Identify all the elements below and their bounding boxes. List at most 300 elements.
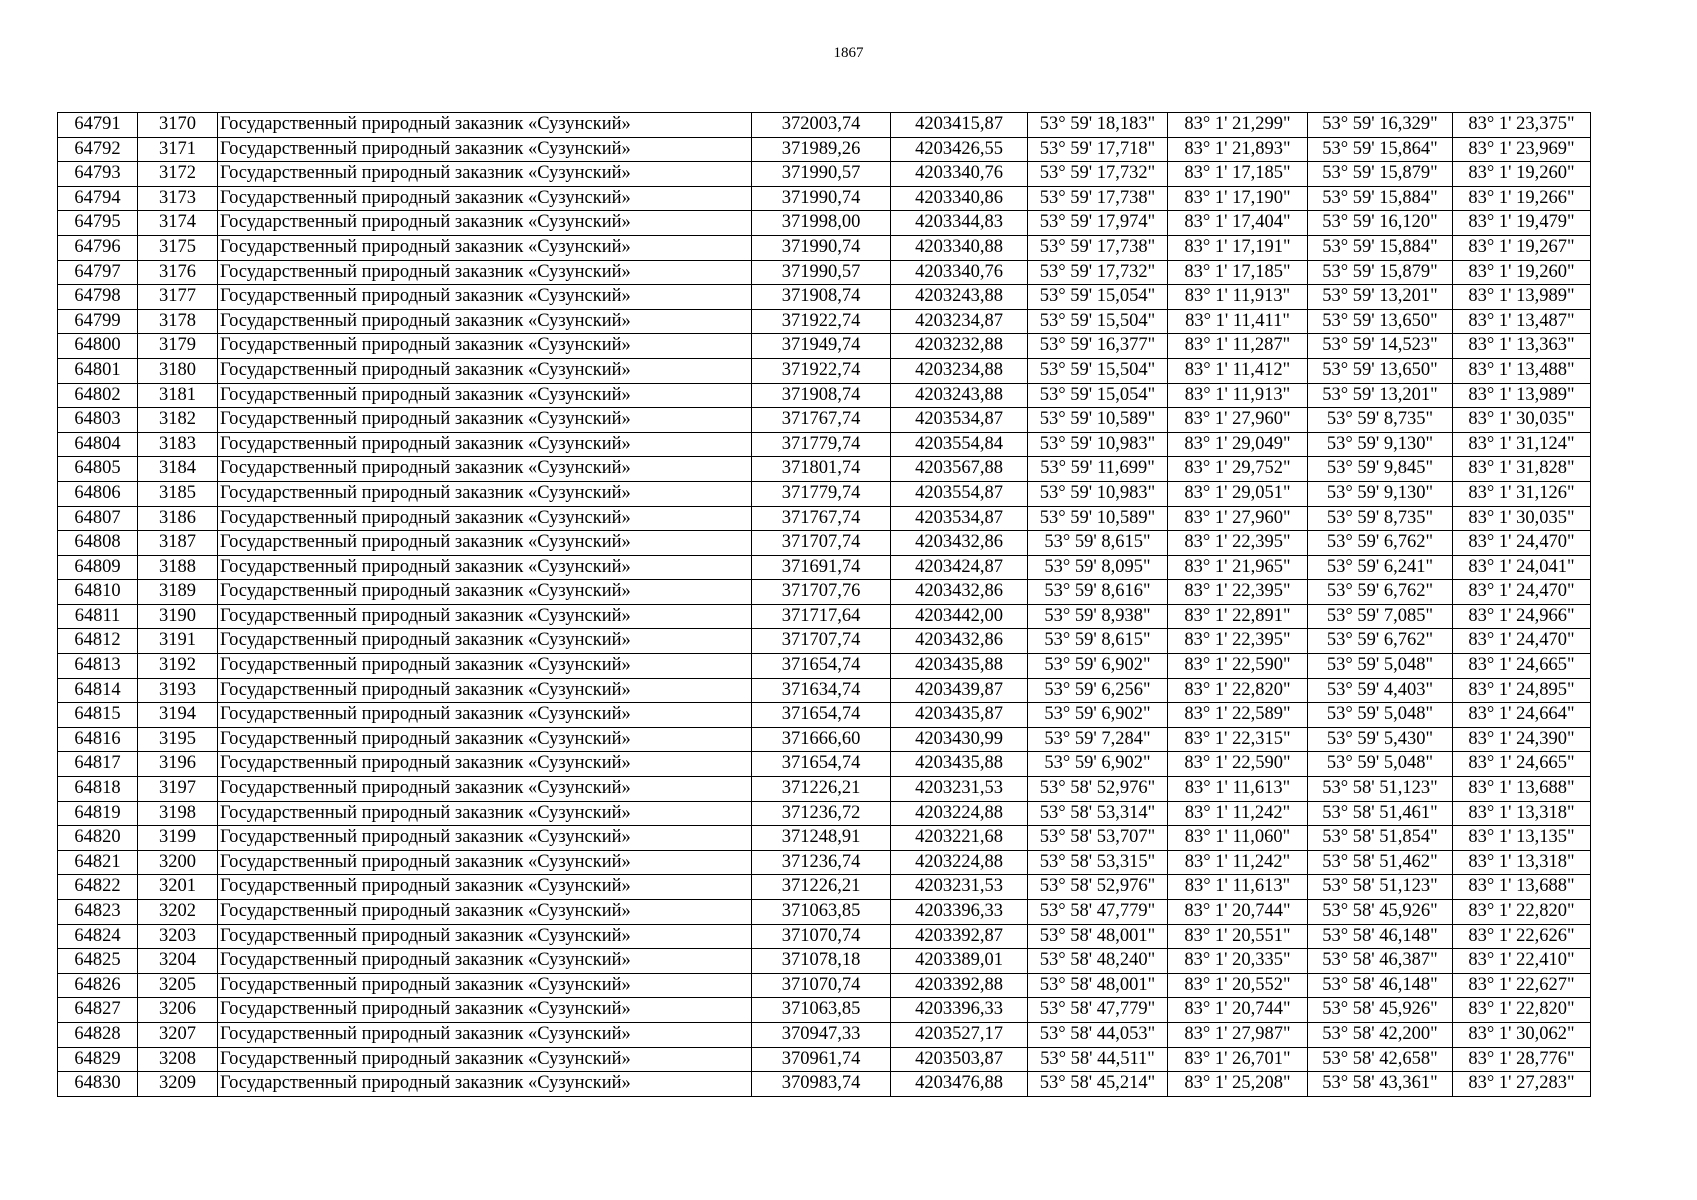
y-coordinate-cell: 4203231,53 xyxy=(891,777,1028,802)
latitude-2-cell: 53° 59' 9,845" xyxy=(1308,457,1453,482)
y-coordinate-cell: 4203442,00 xyxy=(891,604,1028,629)
row-id-cell: 64824 xyxy=(58,924,138,949)
y-coordinate-cell: 4203432,86 xyxy=(891,531,1028,556)
name-cell: Государственный природный заказник «Сузунский» xyxy=(218,186,752,211)
table-row xyxy=(58,1047,1591,1072)
latitude-2-cell: 53° 58' 42,200" xyxy=(1308,1022,1453,1047)
point-number-cell: 3179 xyxy=(138,334,218,359)
point-number-cell: 3171 xyxy=(138,137,218,162)
name-cell: Государственный природный заказник «Сузунский» xyxy=(218,998,752,1023)
longitude-1-cell: 83° 1' 17,404" xyxy=(1168,211,1308,236)
longitude-2-cell: 83° 1' 19,260" xyxy=(1453,162,1591,187)
x-coordinate-cell: 370983,74 xyxy=(752,1072,891,1097)
row-id-cell: 64812 xyxy=(58,629,138,654)
point-number-cell: 3203 xyxy=(138,924,218,949)
latitude-2-cell: 53° 59' 15,884" xyxy=(1308,235,1453,260)
latitude-2-cell: 53° 59' 8,735" xyxy=(1308,408,1453,433)
y-coordinate-cell: 4203396,33 xyxy=(891,998,1028,1023)
point-number-cell: 3202 xyxy=(138,900,218,925)
x-coordinate-cell: 371779,74 xyxy=(752,432,891,457)
table-row xyxy=(58,949,1591,974)
latitude-1-cell: 53° 59' 8,615" xyxy=(1028,629,1168,654)
point-number-cell: 3207 xyxy=(138,1022,218,1047)
table-row xyxy=(58,260,1591,285)
x-coordinate-cell: 370961,74 xyxy=(752,1047,891,1072)
longitude-1-cell: 83° 1' 27,960" xyxy=(1168,408,1308,433)
table-row xyxy=(58,826,1591,851)
x-coordinate-cell: 371236,74 xyxy=(752,850,891,875)
latitude-2-cell: 53° 59' 16,329" xyxy=(1308,113,1453,138)
y-coordinate-cell: 4203554,84 xyxy=(891,432,1028,457)
table-row xyxy=(58,162,1591,187)
table-row xyxy=(58,285,1591,310)
x-coordinate-cell: 371949,74 xyxy=(752,334,891,359)
y-coordinate-cell: 4203392,88 xyxy=(891,973,1028,998)
x-coordinate-cell: 371990,57 xyxy=(752,260,891,285)
name-cell: Государственный природный заказник «Сузунский» xyxy=(218,137,752,162)
longitude-2-cell: 83° 1' 24,665" xyxy=(1453,752,1591,777)
latitude-2-cell: 53° 59' 15,864" xyxy=(1308,137,1453,162)
table-row xyxy=(58,506,1591,531)
latitude-1-cell: 53° 58' 44,053" xyxy=(1028,1022,1168,1047)
y-coordinate-cell: 4203340,76 xyxy=(891,260,1028,285)
longitude-1-cell: 83° 1' 22,820" xyxy=(1168,678,1308,703)
row-id-cell: 64813 xyxy=(58,654,138,679)
x-coordinate-cell: 371078,18 xyxy=(752,949,891,974)
longitude-2-cell: 83° 1' 19,266" xyxy=(1453,186,1591,211)
x-coordinate-cell: 371707,76 xyxy=(752,580,891,605)
longitude-1-cell: 83° 1' 17,191" xyxy=(1168,235,1308,260)
name-cell: Государственный природный заказник «Сузунский» xyxy=(218,949,752,974)
table-row xyxy=(58,801,1591,826)
latitude-2-cell: 53° 59' 13,650" xyxy=(1308,358,1453,383)
latitude-2-cell: 53° 58' 51,462" xyxy=(1308,850,1453,875)
name-cell: Государственный природный заказник «Сузунский» xyxy=(218,703,752,728)
latitude-2-cell: 53° 59' 9,130" xyxy=(1308,481,1453,506)
row-id-cell: 64823 xyxy=(58,900,138,925)
point-number-cell: 3187 xyxy=(138,531,218,556)
row-id-cell: 64795 xyxy=(58,211,138,236)
latitude-2-cell: 53° 58' 51,854" xyxy=(1308,826,1453,851)
table-row xyxy=(58,1072,1591,1097)
name-cell: Государственный природный заказник «Сузунский» xyxy=(218,285,752,310)
x-coordinate-cell: 371922,74 xyxy=(752,358,891,383)
y-coordinate-cell: 4203389,01 xyxy=(891,949,1028,974)
latitude-2-cell: 53° 58' 51,123" xyxy=(1308,777,1453,802)
latitude-1-cell: 53° 59' 15,054" xyxy=(1028,285,1168,310)
longitude-1-cell: 83° 1' 27,987" xyxy=(1168,1022,1308,1047)
latitude-1-cell: 53° 59' 6,902" xyxy=(1028,752,1168,777)
longitude-1-cell: 83° 1' 11,242" xyxy=(1168,801,1308,826)
x-coordinate-cell: 371908,74 xyxy=(752,285,891,310)
latitude-1-cell: 53° 59' 10,983" xyxy=(1028,432,1168,457)
table-row xyxy=(58,850,1591,875)
y-coordinate-cell: 4203224,88 xyxy=(891,801,1028,826)
y-coordinate-cell: 4203221,68 xyxy=(891,826,1028,851)
latitude-2-cell: 53° 59' 7,085" xyxy=(1308,604,1453,629)
longitude-2-cell: 83° 1' 31,126" xyxy=(1453,481,1591,506)
point-number-cell: 3175 xyxy=(138,235,218,260)
row-id-cell: 64830 xyxy=(58,1072,138,1097)
longitude-1-cell: 83° 1' 11,913" xyxy=(1168,383,1308,408)
point-number-cell: 3182 xyxy=(138,408,218,433)
name-cell: Государственный природный заказник «Сузунский» xyxy=(218,850,752,875)
name-cell: Государственный природный заказник «Сузунский» xyxy=(218,162,752,187)
point-number-cell: 3172 xyxy=(138,162,218,187)
y-coordinate-cell: 4203424,87 xyxy=(891,555,1028,580)
latitude-1-cell: 53° 59' 7,284" xyxy=(1028,727,1168,752)
point-number-cell: 3196 xyxy=(138,752,218,777)
table-row xyxy=(58,211,1591,236)
point-number-cell: 3195 xyxy=(138,727,218,752)
name-cell: Государственный природный заказник «Сузунский» xyxy=(218,481,752,506)
longitude-1-cell: 83° 1' 17,185" xyxy=(1168,260,1308,285)
table-row xyxy=(58,973,1591,998)
latitude-2-cell: 53° 58' 42,658" xyxy=(1308,1047,1453,1072)
x-coordinate-cell: 371654,74 xyxy=(752,752,891,777)
latitude-1-cell: 53° 59' 17,732" xyxy=(1028,260,1168,285)
table-row xyxy=(58,580,1591,605)
name-cell: Государственный природный заказник «Сузунский» xyxy=(218,752,752,777)
latitude-2-cell: 53° 59' 6,762" xyxy=(1308,580,1453,605)
latitude-1-cell: 53° 59' 11,699" xyxy=(1028,457,1168,482)
latitude-2-cell: 53° 59' 15,879" xyxy=(1308,260,1453,285)
point-number-cell: 3208 xyxy=(138,1047,218,1072)
name-cell: Государственный природный заказник «Сузунский» xyxy=(218,580,752,605)
table-row xyxy=(58,703,1591,728)
longitude-2-cell: 83° 1' 22,626" xyxy=(1453,924,1591,949)
x-coordinate-cell: 371226,21 xyxy=(752,875,891,900)
longitude-1-cell: 83° 1' 11,242" xyxy=(1168,850,1308,875)
table-row xyxy=(58,555,1591,580)
name-cell: Государственный природный заказник «Сузунский» xyxy=(218,531,752,556)
y-coordinate-cell: 4203432,86 xyxy=(891,580,1028,605)
point-number-cell: 3176 xyxy=(138,260,218,285)
latitude-2-cell: 53° 59' 13,201" xyxy=(1308,383,1453,408)
row-id-cell: 64801 xyxy=(58,358,138,383)
table-body xyxy=(58,113,1591,1097)
longitude-2-cell: 83° 1' 24,470" xyxy=(1453,531,1591,556)
point-number-cell: 3209 xyxy=(138,1072,218,1097)
latitude-1-cell: 53° 59' 17,974" xyxy=(1028,211,1168,236)
y-coordinate-cell: 4203435,87 xyxy=(891,703,1028,728)
x-coordinate-cell: 371070,74 xyxy=(752,924,891,949)
x-coordinate-cell: 371990,74 xyxy=(752,186,891,211)
longitude-2-cell: 83° 1' 13,688" xyxy=(1453,875,1591,900)
longitude-2-cell: 83° 1' 22,820" xyxy=(1453,900,1591,925)
y-coordinate-cell: 4203340,88 xyxy=(891,235,1028,260)
longitude-1-cell: 83° 1' 21,893" xyxy=(1168,137,1308,162)
latitude-1-cell: 53° 59' 15,504" xyxy=(1028,358,1168,383)
point-number-cell: 3183 xyxy=(138,432,218,457)
table-row xyxy=(58,432,1591,457)
row-id-cell: 64803 xyxy=(58,408,138,433)
x-coordinate-cell: 371990,74 xyxy=(752,235,891,260)
longitude-2-cell: 83° 1' 30,035" xyxy=(1453,506,1591,531)
y-coordinate-cell: 4203340,76 xyxy=(891,162,1028,187)
row-id-cell: 64819 xyxy=(58,801,138,826)
latitude-1-cell: 53° 58' 48,001" xyxy=(1028,924,1168,949)
name-cell: Государственный природный заказник «Сузунский» xyxy=(218,1022,752,1047)
latitude-1-cell: 53° 58' 52,976" xyxy=(1028,875,1168,900)
longitude-1-cell: 83° 1' 11,060" xyxy=(1168,826,1308,851)
point-number-cell: 3193 xyxy=(138,678,218,703)
latitude-1-cell: 53° 58' 53,314" xyxy=(1028,801,1168,826)
table-row xyxy=(58,629,1591,654)
table-row xyxy=(58,235,1591,260)
y-coordinate-cell: 4203234,87 xyxy=(891,309,1028,334)
table-row xyxy=(58,137,1591,162)
longitude-2-cell: 83° 1' 31,828" xyxy=(1453,457,1591,482)
x-coordinate-cell: 371989,26 xyxy=(752,137,891,162)
longitude-1-cell: 83° 1' 22,590" xyxy=(1168,752,1308,777)
table-row xyxy=(58,408,1591,433)
latitude-2-cell: 53° 59' 6,241" xyxy=(1308,555,1453,580)
row-id-cell: 64804 xyxy=(58,432,138,457)
longitude-1-cell: 83° 1' 22,395" xyxy=(1168,531,1308,556)
y-coordinate-cell: 4203415,87 xyxy=(891,113,1028,138)
row-id-cell: 64827 xyxy=(58,998,138,1023)
x-coordinate-cell: 371236,72 xyxy=(752,801,891,826)
latitude-1-cell: 53° 59' 18,183" xyxy=(1028,113,1168,138)
latitude-2-cell: 53° 59' 15,879" xyxy=(1308,162,1453,187)
y-coordinate-cell: 4203232,88 xyxy=(891,334,1028,359)
page-number: 1867 xyxy=(833,45,864,61)
x-coordinate-cell: 371070,74 xyxy=(752,973,891,998)
row-id-cell: 64829 xyxy=(58,1047,138,1072)
row-id-cell: 64825 xyxy=(58,949,138,974)
table-row xyxy=(58,113,1591,138)
name-cell: Государственный природный заказник «Сузунский» xyxy=(218,260,752,285)
longitude-1-cell: 83° 1' 20,551" xyxy=(1168,924,1308,949)
latitude-2-cell: 53° 58' 46,148" xyxy=(1308,924,1453,949)
longitude-1-cell: 83° 1' 11,613" xyxy=(1168,777,1308,802)
name-cell: Государственный природный заказник «Сузунский» xyxy=(218,383,752,408)
longitude-2-cell: 83° 1' 24,390" xyxy=(1453,727,1591,752)
latitude-2-cell: 53° 59' 4,403" xyxy=(1308,678,1453,703)
latitude-2-cell: 53° 59' 15,884" xyxy=(1308,186,1453,211)
y-coordinate-cell: 4203430,99 xyxy=(891,727,1028,752)
table-row xyxy=(58,654,1591,679)
latitude-2-cell: 53° 59' 16,120" xyxy=(1308,211,1453,236)
longitude-2-cell: 83° 1' 13,688" xyxy=(1453,777,1591,802)
y-coordinate-cell: 4203344,83 xyxy=(891,211,1028,236)
longitude-2-cell: 83° 1' 13,135" xyxy=(1453,826,1591,851)
longitude-1-cell: 83° 1' 26,701" xyxy=(1168,1047,1308,1072)
name-cell: Государственный природный заказник «Сузунский» xyxy=(218,777,752,802)
latitude-1-cell: 53° 58' 44,511" xyxy=(1028,1047,1168,1072)
longitude-2-cell: 83° 1' 23,375" xyxy=(1453,113,1591,138)
longitude-2-cell: 83° 1' 24,966" xyxy=(1453,604,1591,629)
name-cell: Государственный природный заказник «Сузунский» xyxy=(218,1072,752,1097)
name-cell: Государственный природный заказник «Сузунский» xyxy=(218,113,752,138)
x-coordinate-cell: 371990,57 xyxy=(752,162,891,187)
latitude-1-cell: 53° 59' 16,377" xyxy=(1028,334,1168,359)
point-number-cell: 3173 xyxy=(138,186,218,211)
y-coordinate-cell: 4203396,33 xyxy=(891,900,1028,925)
longitude-1-cell: 83° 1' 11,412" xyxy=(1168,358,1308,383)
name-cell: Государственный природный заказник «Сузунский» xyxy=(218,432,752,457)
row-id-cell: 64815 xyxy=(58,703,138,728)
row-id-cell: 64809 xyxy=(58,555,138,580)
table-row xyxy=(58,777,1591,802)
latitude-1-cell: 53° 58' 48,240" xyxy=(1028,949,1168,974)
name-cell: Государственный природный заказник «Сузунский» xyxy=(218,678,752,703)
y-coordinate-cell: 4203554,87 xyxy=(891,481,1028,506)
name-cell: Государственный природный заказник «Сузунский» xyxy=(218,211,752,236)
latitude-1-cell: 53° 59' 6,902" xyxy=(1028,703,1168,728)
point-number-cell: 3201 xyxy=(138,875,218,900)
y-coordinate-cell: 4203567,88 xyxy=(891,457,1028,482)
name-cell: Государственный природный заказник «Сузунский» xyxy=(218,629,752,654)
table-row xyxy=(58,309,1591,334)
x-coordinate-cell: 371248,91 xyxy=(752,826,891,851)
name-cell: Государственный природный заказник «Сузунский» xyxy=(218,900,752,925)
point-number-cell: 3205 xyxy=(138,973,218,998)
latitude-1-cell: 53° 58' 47,779" xyxy=(1028,900,1168,925)
name-cell: Государственный природный заказник «Сузунский» xyxy=(218,924,752,949)
longitude-1-cell: 83° 1' 29,049" xyxy=(1168,432,1308,457)
longitude-1-cell: 83° 1' 22,589" xyxy=(1168,703,1308,728)
row-id-cell: 64793 xyxy=(58,162,138,187)
row-id-cell: 64818 xyxy=(58,777,138,802)
point-number-cell: 3192 xyxy=(138,654,218,679)
x-coordinate-cell: 371654,74 xyxy=(752,703,891,728)
latitude-1-cell: 53° 58' 52,976" xyxy=(1028,777,1168,802)
name-cell: Государственный природный заказник «Сузунский» xyxy=(218,973,752,998)
longitude-1-cell: 83° 1' 22,315" xyxy=(1168,727,1308,752)
table-row xyxy=(58,531,1591,556)
x-coordinate-cell: 371634,74 xyxy=(752,678,891,703)
latitude-1-cell: 53° 59' 17,732" xyxy=(1028,162,1168,187)
latitude-2-cell: 53° 58' 43,361" xyxy=(1308,1072,1453,1097)
latitude-2-cell: 53° 59' 6,762" xyxy=(1308,629,1453,654)
y-coordinate-cell: 4203243,88 xyxy=(891,285,1028,310)
point-number-cell: 3189 xyxy=(138,580,218,605)
y-coordinate-cell: 4203243,88 xyxy=(891,383,1028,408)
latitude-1-cell: 53° 59' 8,616" xyxy=(1028,580,1168,605)
row-id-cell: 64817 xyxy=(58,752,138,777)
latitude-1-cell: 53° 59' 15,504" xyxy=(1028,309,1168,334)
x-coordinate-cell: 371767,74 xyxy=(752,408,891,433)
latitude-1-cell: 53° 58' 45,214" xyxy=(1028,1072,1168,1097)
point-number-cell: 3186 xyxy=(138,506,218,531)
latitude-1-cell: 53° 58' 48,001" xyxy=(1028,973,1168,998)
longitude-2-cell: 83° 1' 13,318" xyxy=(1453,801,1591,826)
latitude-2-cell: 53° 59' 13,650" xyxy=(1308,309,1453,334)
latitude-1-cell: 53° 58' 47,779" xyxy=(1028,998,1168,1023)
table-row xyxy=(58,358,1591,383)
y-coordinate-cell: 4203426,55 xyxy=(891,137,1028,162)
point-number-cell: 3181 xyxy=(138,383,218,408)
point-number-cell: 3185 xyxy=(138,481,218,506)
x-coordinate-cell: 370947,33 xyxy=(752,1022,891,1047)
latitude-2-cell: 53° 59' 9,130" xyxy=(1308,432,1453,457)
table-row xyxy=(58,604,1591,629)
point-number-cell: 3200 xyxy=(138,850,218,875)
latitude-1-cell: 53° 59' 6,902" xyxy=(1028,654,1168,679)
longitude-2-cell: 83° 1' 24,470" xyxy=(1453,580,1591,605)
row-id-cell: 64811 xyxy=(58,604,138,629)
longitude-1-cell: 83° 1' 22,590" xyxy=(1168,654,1308,679)
name-cell: Государственный природный заказник «Сузунский» xyxy=(218,457,752,482)
point-number-cell: 3178 xyxy=(138,309,218,334)
longitude-1-cell: 83° 1' 21,965" xyxy=(1168,555,1308,580)
y-coordinate-cell: 4203224,88 xyxy=(891,850,1028,875)
point-number-cell: 3170 xyxy=(138,113,218,138)
longitude-1-cell: 83° 1' 29,051" xyxy=(1168,481,1308,506)
longitude-1-cell: 83° 1' 21,299" xyxy=(1168,113,1308,138)
longitude-1-cell: 83° 1' 22,395" xyxy=(1168,580,1308,605)
point-number-cell: 3197 xyxy=(138,777,218,802)
longitude-2-cell: 83° 1' 19,267" xyxy=(1453,235,1591,260)
longitude-2-cell: 83° 1' 24,470" xyxy=(1453,629,1591,654)
longitude-1-cell: 83° 1' 20,335" xyxy=(1168,949,1308,974)
table-row xyxy=(58,457,1591,482)
table-row xyxy=(58,875,1591,900)
row-id-cell: 64791 xyxy=(58,113,138,138)
longitude-1-cell: 83° 1' 22,395" xyxy=(1168,629,1308,654)
longitude-2-cell: 83° 1' 13,318" xyxy=(1453,850,1591,875)
y-coordinate-cell: 4203527,17 xyxy=(891,1022,1028,1047)
longitude-2-cell: 83° 1' 22,627" xyxy=(1453,973,1591,998)
longitude-2-cell: 83° 1' 13,488" xyxy=(1453,358,1591,383)
table-row xyxy=(58,924,1591,949)
y-coordinate-cell: 4203476,88 xyxy=(891,1072,1028,1097)
x-coordinate-cell: 371707,74 xyxy=(752,531,891,556)
longitude-2-cell: 83° 1' 24,895" xyxy=(1453,678,1591,703)
longitude-1-cell: 83° 1' 20,744" xyxy=(1168,900,1308,925)
row-id-cell: 64805 xyxy=(58,457,138,482)
x-coordinate-cell: 371922,74 xyxy=(752,309,891,334)
name-cell: Государственный природный заказник «Сузунский» xyxy=(218,235,752,260)
latitude-1-cell: 53° 59' 8,615" xyxy=(1028,531,1168,556)
row-id-cell: 64796 xyxy=(58,235,138,260)
latitude-1-cell: 53° 59' 10,983" xyxy=(1028,481,1168,506)
name-cell: Государственный природный заказник «Сузунский» xyxy=(218,555,752,580)
table-row xyxy=(58,1022,1591,1047)
name-cell: Государственный природный заказник «Сузунский» xyxy=(218,801,752,826)
latitude-2-cell: 53° 59' 5,048" xyxy=(1308,703,1453,728)
latitude-2-cell: 53° 59' 5,048" xyxy=(1308,654,1453,679)
point-number-cell: 3194 xyxy=(138,703,218,728)
name-cell: Государственный природный заказник «Сузунский» xyxy=(218,358,752,383)
latitude-2-cell: 53° 58' 45,926" xyxy=(1308,900,1453,925)
latitude-1-cell: 53° 59' 8,095" xyxy=(1028,555,1168,580)
x-coordinate-cell: 371779,74 xyxy=(752,481,891,506)
x-coordinate-cell: 371666,60 xyxy=(752,727,891,752)
y-coordinate-cell: 4203340,86 xyxy=(891,186,1028,211)
longitude-2-cell: 83° 1' 22,410" xyxy=(1453,949,1591,974)
longitude-2-cell: 83° 1' 19,260" xyxy=(1453,260,1591,285)
row-id-cell: 64806 xyxy=(58,481,138,506)
y-coordinate-cell: 4203234,88 xyxy=(891,358,1028,383)
row-id-cell: 64798 xyxy=(58,285,138,310)
longitude-1-cell: 83° 1' 29,752" xyxy=(1168,457,1308,482)
point-number-cell: 3198 xyxy=(138,801,218,826)
latitude-2-cell: 53° 59' 14,523" xyxy=(1308,334,1453,359)
longitude-1-cell: 83° 1' 11,287" xyxy=(1168,334,1308,359)
table-row xyxy=(58,481,1591,506)
name-cell: Государственный природный заказник «Сузунский» xyxy=(218,309,752,334)
longitude-2-cell: 83° 1' 27,283" xyxy=(1453,1072,1591,1097)
latitude-1-cell: 53° 58' 53,707" xyxy=(1028,826,1168,851)
table-row xyxy=(58,900,1591,925)
y-coordinate-cell: 4203534,87 xyxy=(891,506,1028,531)
table-row xyxy=(58,727,1591,752)
x-coordinate-cell: 371801,74 xyxy=(752,457,891,482)
point-number-cell: 3188 xyxy=(138,555,218,580)
